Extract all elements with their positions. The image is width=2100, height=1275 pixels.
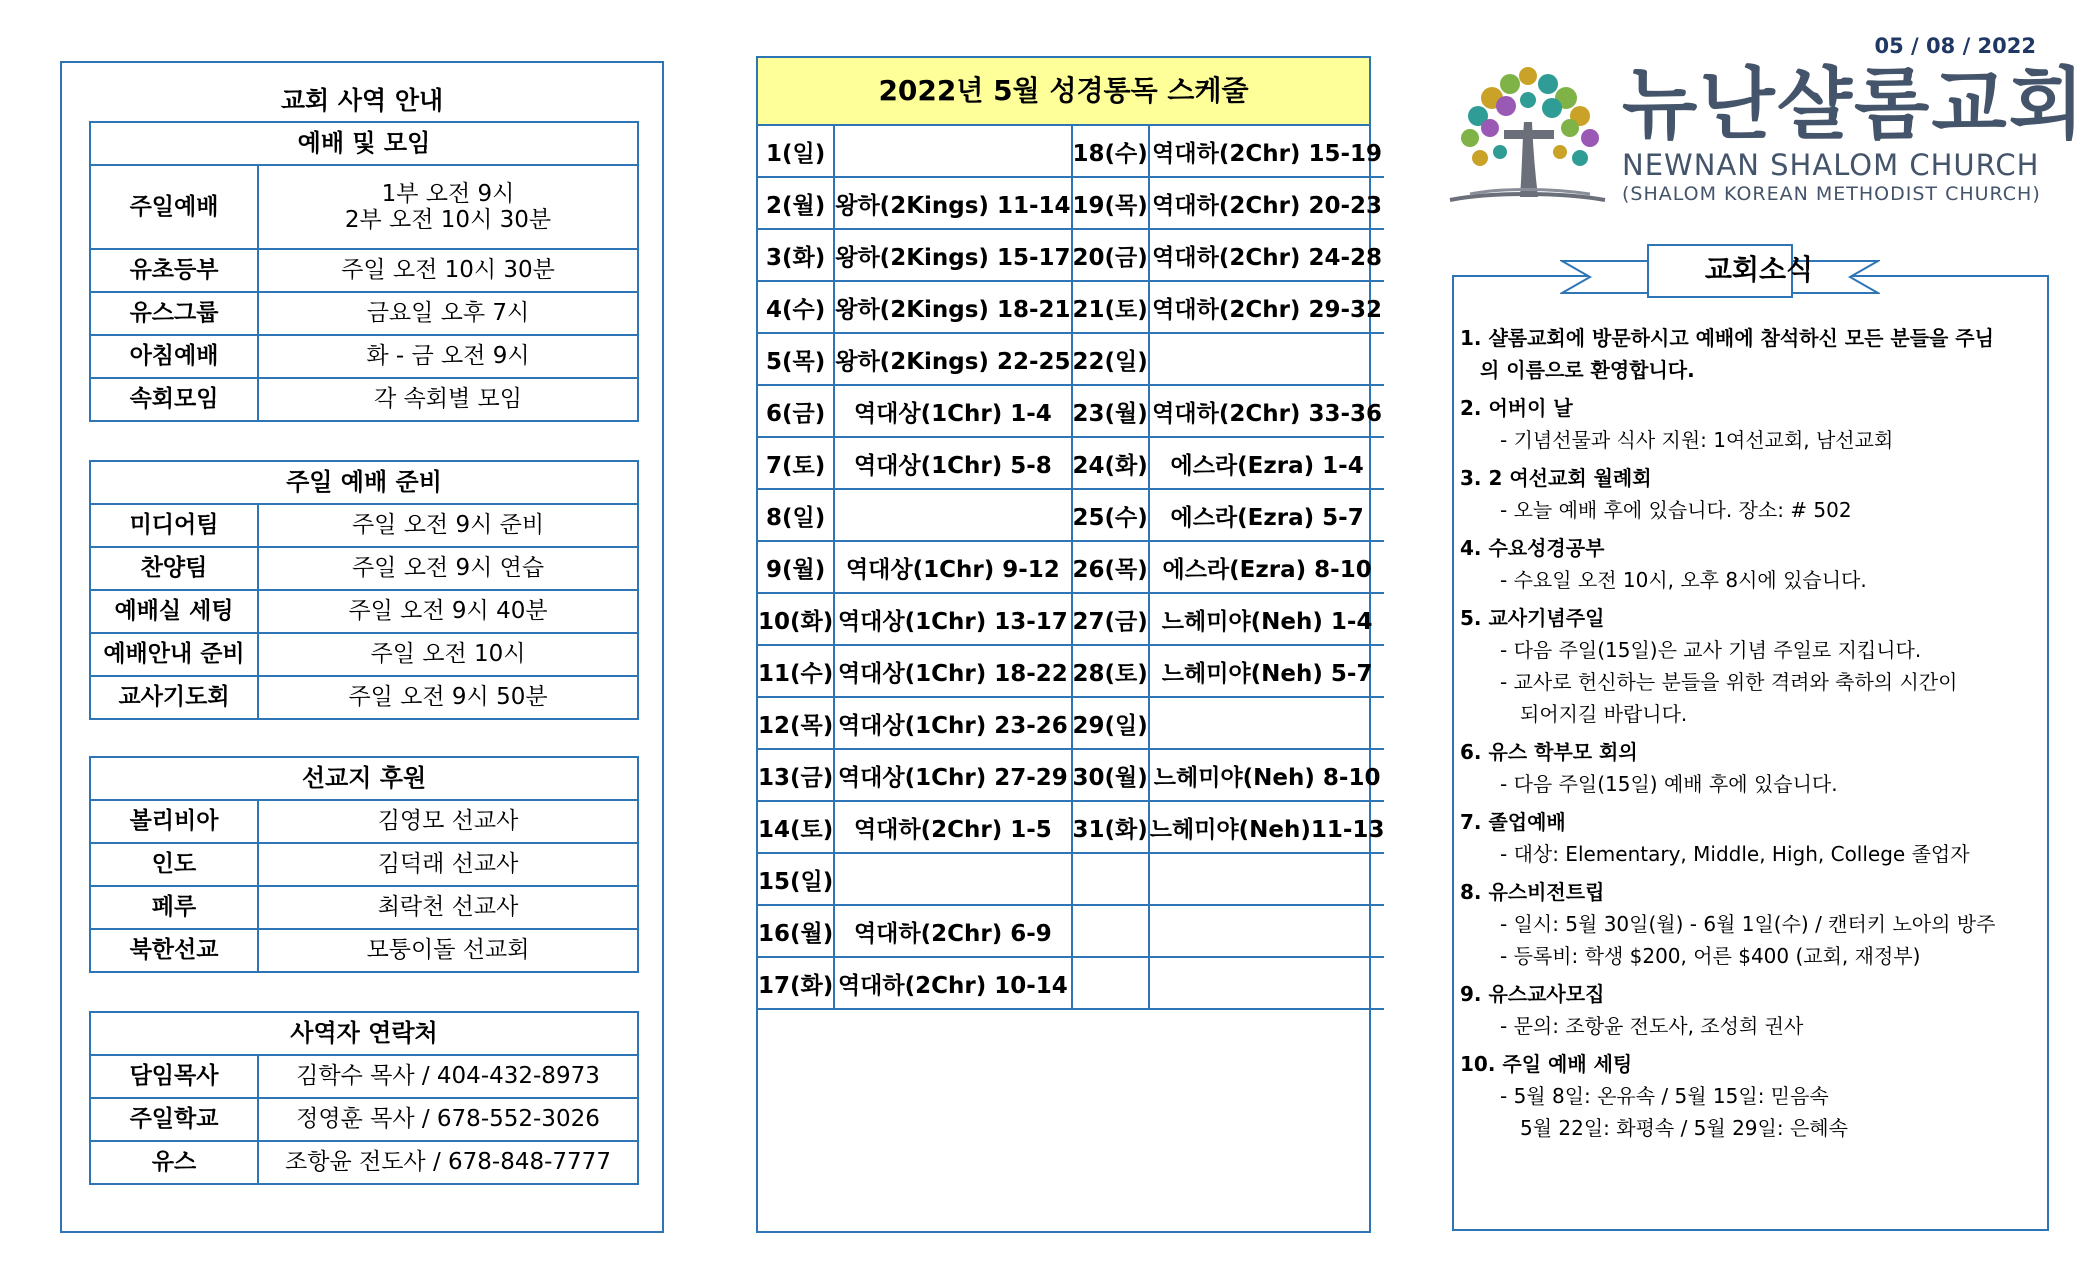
mission-table: [89, 756, 639, 973]
schedule-day: 17(화): [758, 957, 834, 1009]
news-item-detail: - 일시: 5월 30일(월) - 6월 1일(수) / 캔터키 노아의 방주: [1500, 912, 1996, 936]
schedule-row: [758, 333, 1384, 385]
church-name-korean: 뉴난샬롬교회: [1622, 60, 2087, 150]
schedule-day: 14(토): [758, 801, 834, 853]
mission-key: 볼리비아: [90, 800, 258, 843]
schedule-day: 28(토): [1072, 645, 1149, 697]
schedule-day: 25(수): [1072, 489, 1149, 541]
mission-title: 선교지 후원: [90, 757, 638, 800]
schedule-day: 10(화): [758, 593, 834, 645]
schedule-row: [758, 229, 1384, 281]
schedule-row: [758, 541, 1384, 593]
schedule-reading: 역대상(1Chr) 18-22: [834, 645, 1071, 697]
news-item-title: 1. 샬롬교회에 방문하시고 예배에 참석하신 모든 분들을 주님: [1460, 326, 1994, 350]
news-item-title: 7. 졸업예배: [1460, 810, 1566, 834]
mission-key: 북한선교: [90, 929, 258, 972]
news-item-detail: - 등록비: 학생 $200, 어른 $400 (교회, 재정부): [1500, 944, 1921, 968]
schedule-day: 12(목): [758, 697, 834, 749]
schedule-reading: 느헤미야(Neh) 8-10: [1149, 749, 1385, 801]
schedule-reading: 역대상(1Chr) 1-4: [834, 385, 1071, 437]
ministry-heading: 교회 사역 안내: [280, 86, 444, 115]
prep-table: [89, 460, 639, 720]
schedule-day: 19(목): [1072, 177, 1149, 229]
prep-key: 교사기도회: [90, 676, 258, 719]
news-item-detail: - 교사로 헌신하는 분들을 위한 격려와 축하의 시간이: [1500, 670, 1958, 694]
schedule-row: [758, 957, 1384, 1009]
prep-key: 미디어팀: [90, 504, 258, 547]
schedule-day: 15(일): [758, 853, 834, 905]
schedule-day: [1072, 853, 1149, 905]
schedule-reading: 왕하(2Kings) 15-17: [834, 229, 1071, 281]
schedule-day: 2(월): [758, 177, 834, 229]
schedule-reading: 역대상(1Chr) 27-29: [834, 749, 1071, 801]
schedule-table: [758, 126, 1384, 1010]
contact-title: 사역자 연락처: [90, 1012, 638, 1055]
schedule-day: 5(목): [758, 333, 834, 385]
schedule-day: 6(금): [758, 385, 834, 437]
schedule-reading: 왕하(2Kings) 18-21: [834, 281, 1071, 333]
schedule-reading: [1149, 333, 1385, 385]
news-item-detail: 5월 22일: 화평속 / 5월 29일: 은혜속: [1520, 1116, 1848, 1140]
schedule-reading: 역대하(2Chr) 15-19: [1149, 126, 1385, 177]
news-list: [1460, 322, 2040, 1144]
schedule-day: 31(화): [1072, 801, 1149, 853]
schedule-day: 21(토): [1072, 281, 1149, 333]
schedule-row: [758, 126, 1384, 177]
prep-key: 예배안내 준비: [90, 633, 258, 676]
worship-key: 유스그룹: [90, 292, 258, 335]
prep-key: 찬양팀: [90, 547, 258, 590]
schedule-day: 22(일): [1072, 333, 1149, 385]
schedule-row: [758, 281, 1384, 333]
schedule-reading: 역대상(1Chr) 5-8: [834, 437, 1071, 489]
worship-value: 화 - 금 오전 9시: [258, 335, 638, 378]
schedule-reading: 에스라(Ezra) 8-10: [1149, 541, 1385, 593]
contact-value: 김학수 목사 / 404-432-8973: [258, 1055, 638, 1098]
news-item-title: 5. 교사기념주일: [1460, 606, 1605, 630]
worship-value: 각 속회별 모임: [258, 378, 638, 421]
schedule-reading: 에스라(Ezra) 5-7: [1149, 489, 1385, 541]
contact-value: 정영훈 목사 / 678-552-3026: [258, 1098, 638, 1141]
news-item-detail: - 다음 주일(15일) 예배 후에 있습니다.: [1500, 772, 1838, 796]
schedule-day: 11(수): [758, 645, 834, 697]
schedule-day: [1072, 957, 1149, 1009]
schedule-reading: 왕하(2Kings) 11-14: [834, 177, 1071, 229]
schedule-reading: [1149, 853, 1385, 905]
schedule-row: [758, 905, 1384, 957]
schedule-day: 23(월): [1072, 385, 1149, 437]
mission-value: 최락천 선교사: [258, 886, 638, 929]
contact-key: 담임목사: [90, 1055, 258, 1098]
schedule-reading: 역대상(1Chr) 23-26: [834, 697, 1071, 749]
schedule-row: [758, 489, 1384, 541]
news-item-title: 10. 주일 예배 세팅: [1460, 1052, 1633, 1076]
news-item-detail: - 수요일 오전 10시, 오후 8시에 있습니다.: [1500, 568, 1867, 592]
schedule-row: [758, 385, 1384, 437]
schedule-day: 20(금): [1072, 229, 1149, 281]
schedule-reading: 역대상(1Chr) 13-17: [834, 593, 1071, 645]
schedule-day: 9(월): [758, 541, 834, 593]
schedule-reading: 왕하(2Kings) 22-25: [834, 333, 1071, 385]
news-item-detail: - 다음 주일(15일)은 교사 기념 주일로 지킵니다.: [1500, 638, 1922, 662]
worship-key: 아침예배: [90, 335, 258, 378]
schedule-reading: 에스라(Ezra) 1-4: [1149, 437, 1385, 489]
schedule-reading: 역대하(2Chr) 33-36: [1149, 385, 1385, 437]
prep-value: 주일 오전 9시 40분: [258, 590, 638, 633]
worship-key: 속회모임: [90, 378, 258, 421]
worship-key: 주일예배: [90, 165, 258, 249]
mission-value: 모퉁이돌 선교회: [258, 929, 638, 972]
news-item-title: 4. 수요성경공부: [1460, 536, 1605, 560]
worship-key: 유초등부: [90, 249, 258, 292]
schedule-reading: [834, 853, 1071, 905]
schedule-day: 30(월): [1072, 749, 1149, 801]
worship-value: [258, 165, 638, 249]
news-item-detail: - 문의: 조항윤 전도사, 조성희 권사: [1500, 1014, 1804, 1038]
schedule-reading: 느헤미야(Neh)11-13: [1149, 801, 1385, 853]
worship-value: 금요일 오후 7시: [258, 292, 638, 335]
mission-value: 김덕래 선교사: [258, 843, 638, 886]
schedule-day: 16(월): [758, 905, 834, 957]
schedule-row: [758, 593, 1384, 645]
prep-value: 주일 오전 9시 50분: [258, 676, 638, 719]
mission-key: 인도: [90, 843, 258, 886]
schedule-reading: 역대하(2Chr) 20-23: [1149, 177, 1385, 229]
schedule-row: [758, 177, 1384, 229]
schedule-day: 4(수): [758, 281, 834, 333]
bulletin-date: 05 / 08 / 2022: [1874, 34, 2036, 58]
news-item-detail: - 기념선물과 식사 지원: 1여선교회, 남선교회: [1500, 428, 1894, 452]
news-item-title: 2. 어버이 날: [1460, 396, 1573, 420]
news-item-detail: - 대상: Elementary, Middle, High, College 졸업자: [1500, 842, 1970, 866]
schedule-row: [758, 853, 1384, 905]
news-title: 교회소식: [1704, 253, 1814, 286]
mission-key: 페루: [90, 886, 258, 929]
schedule-reading: 느헤미야(Neh) 1-4: [1149, 593, 1385, 645]
news-item-title-cont: 의 이름으로 환영합니다.: [1480, 358, 1695, 382]
schedule-day: 3(화): [758, 229, 834, 281]
news-item-title: 9. 유스교사모집: [1460, 982, 1605, 1006]
schedule-day: 1(일): [758, 126, 834, 177]
schedule-row: [758, 645, 1384, 697]
news-item-title: 8. 유스비전트립: [1460, 880, 1605, 904]
schedule-reading: 역대하(2Chr) 10-14: [834, 957, 1071, 1009]
schedule-day: 29(일): [1072, 697, 1149, 749]
prep-value: 주일 오전 9시 연습: [258, 547, 638, 590]
schedule-day: 13(금): [758, 749, 834, 801]
schedule-row: [758, 697, 1384, 749]
schedule-title: 2022년 5월 성경통독 스케줄: [758, 58, 1369, 126]
schedule-row: [758, 749, 1384, 801]
worship-value: 주일 오전 10시 30분: [258, 249, 638, 292]
contact-key: 유스: [90, 1141, 258, 1184]
schedule-reading: [834, 126, 1071, 177]
worship-title: 예배 및 모임: [90, 122, 638, 165]
schedule-day: [1072, 905, 1149, 957]
schedule-reading: 역대상(1Chr) 9-12: [834, 541, 1071, 593]
reading-schedule-panel: [756, 56, 1385, 1233]
schedule-reading: 역대하(2Chr) 29-32: [1149, 281, 1385, 333]
schedule-reading: [1149, 905, 1385, 957]
worship-value-line1: 1부 오전 9시: [381, 180, 515, 207]
schedule-day: 8(일): [758, 489, 834, 541]
schedule-day: 18(수): [1072, 126, 1149, 177]
schedule-day: 26(목): [1072, 541, 1149, 593]
contact-table: [89, 1011, 639, 1185]
contact-key: 주일학교: [90, 1098, 258, 1141]
prep-key: 예배실 세팅: [90, 590, 258, 633]
schedule-reading: 역대하(2Chr) 1-5: [834, 801, 1071, 853]
schedule-day: 24(화): [1072, 437, 1149, 489]
schedule-reading: 느헤미야(Neh) 5-7: [1149, 645, 1385, 697]
schedule-row: [758, 801, 1384, 853]
news-item-detail: - 5월 8일: 온유속 / 5월 15일: 믿음속: [1500, 1084, 1829, 1108]
prep-value: 주일 오전 10시: [258, 633, 638, 676]
schedule-reading: [834, 489, 1071, 541]
schedule-reading: [1149, 957, 1385, 1009]
schedule-reading: 역대하(2Chr) 24-28: [1149, 229, 1385, 281]
contact-value: 조항윤 전도사 / 678-848-7777: [258, 1141, 638, 1184]
ministry-panel: [60, 61, 664, 1233]
worship-table: [89, 121, 639, 422]
news-item-title: 6. 유스 학부모 회의: [1460, 740, 1638, 764]
tree-cross-logo-icon: [1440, 62, 1615, 212]
schedule-reading: [1149, 697, 1385, 749]
schedule-row: [758, 437, 1384, 489]
church-name-english-sub: (SHALOM KOREAN METHODIST CHURCH): [1622, 183, 2041, 205]
church-name-english: NEWNAN SHALOM CHURCH: [1622, 148, 2040, 182]
schedule-day: 27(금): [1072, 593, 1149, 645]
news-item-detail: - 오늘 예배 후에 있습니다. 장소: # 502: [1500, 498, 1852, 522]
schedule-reading: 역대하(2Chr) 6-9: [834, 905, 1071, 957]
news-item-title: 3. 2 여선교회 월례회: [1460, 466, 1652, 490]
mission-value: 김영모 선교사: [258, 800, 638, 843]
worship-value-line2: 2부 오전 10시 30분: [344, 207, 552, 233]
prep-value: 주일 오전 9시 준비: [258, 504, 638, 547]
schedule-day: 7(토): [758, 437, 834, 489]
prep-title: 주일 예배 준비: [90, 461, 638, 504]
news-item-detail: 되어지길 바랍니다.: [1520, 702, 1688, 726]
